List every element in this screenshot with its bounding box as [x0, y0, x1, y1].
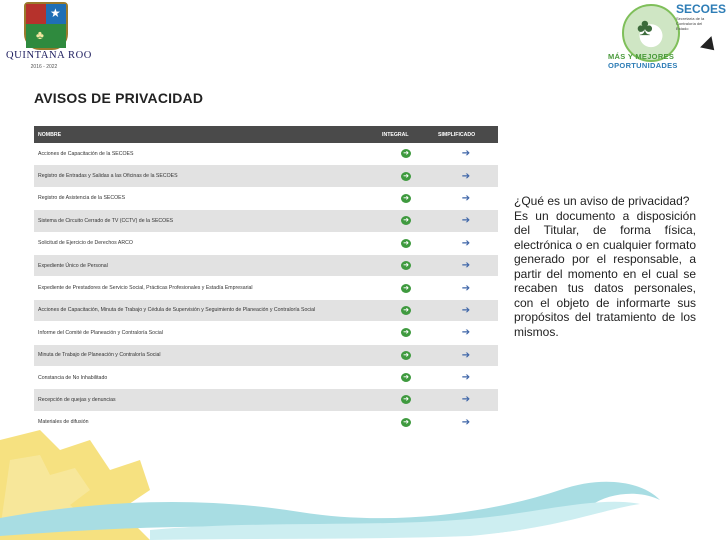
notice-name: Registro de Asistencia de la SECOES	[34, 187, 378, 209]
privacy-notices-table	[34, 126, 498, 434]
integral-cell	[378, 322, 434, 344]
definition-question: ¿Qué es un aviso de privacidad?	[514, 194, 690, 208]
state-crest-icon: ★ ♣	[24, 2, 68, 50]
state-subtitle: 2016 - 2022	[30, 64, 58, 70]
simplificado-cell	[434, 210, 498, 232]
integral-cell	[378, 232, 434, 254]
simplificado-cell	[434, 187, 498, 209]
notice-name: Sistema de Circuito Cerrado de TV (CCTV) de la SECOES	[34, 210, 378, 232]
notice-name: Expediente Único de Personal	[34, 254, 378, 276]
integral-arrow-icon[interactable]: ➜	[401, 284, 411, 293]
table-row	[34, 165, 498, 187]
integral-arrow-icon[interactable]: ➜	[401, 306, 411, 315]
simplificado-arrow-icon[interactable]: ➔	[461, 170, 471, 182]
notice-name: Solicitud de Ejercicio de Derechos ARCO	[34, 232, 378, 254]
simplificado-cell	[434, 254, 498, 276]
table-row	[34, 366, 498, 388]
notice-name: Minuta de Trabajo de Planeación y Contraloría Social	[34, 344, 378, 366]
notice-name: Constancia de No Inhabilitado	[34, 366, 378, 388]
simplificado-cell	[434, 143, 498, 165]
table-row	[34, 277, 498, 299]
integral-arrow-icon[interactable]: ➜	[401, 216, 411, 225]
tree-icon: ♣	[637, 14, 653, 41]
integral-arrow-icon[interactable]: ➜	[401, 261, 411, 270]
column-header-simplificado: SIMPLIFICADO	[434, 126, 498, 143]
table-row	[34, 299, 498, 321]
quintana-roo-logo	[6, 2, 92, 74]
notice-name: Recepción de quejas y denuncias	[34, 389, 378, 411]
secoes-logo	[606, 0, 726, 80]
decorative-wave-footer	[0, 400, 720, 540]
table-header-row	[34, 126, 498, 143]
secoes-brand-sub: Secretaría de la Contraloría del Estado	[676, 16, 705, 31]
integral-arrow-icon[interactable]: ➜	[401, 239, 411, 248]
privacy-definition	[514, 194, 696, 339]
simplificado-arrow-icon[interactable]: ➔	[461, 282, 471, 294]
integral-arrow-icon[interactable]: ➜	[401, 328, 411, 337]
column-header-integral: INTEGRAL	[378, 126, 434, 143]
simplificado-cell	[434, 299, 498, 321]
slogan-line1: MÁS Y MEJORES	[608, 52, 675, 61]
integral-cell	[378, 277, 434, 299]
table-row	[34, 232, 498, 254]
table-row	[34, 254, 498, 276]
simplificado-arrow-icon[interactable]: ➔	[461, 327, 471, 339]
integral-cell	[378, 366, 434, 388]
simplificado-arrow-icon[interactable]: ➔	[461, 215, 471, 227]
column-header-nombre: NOMBRE	[34, 126, 378, 143]
table-row	[34, 143, 498, 165]
notice-name: Informe del Comité de Planeación y Contraloría Social	[34, 322, 378, 344]
integral-arrow-icon[interactable]: ➜	[401, 395, 411, 404]
simplificado-arrow-icon[interactable]: ➔	[461, 394, 471, 406]
simplificado-arrow-icon[interactable]: ➔	[461, 416, 471, 428]
integral-cell	[378, 210, 434, 232]
simplificado-cell	[434, 277, 498, 299]
slogan-line2: OPORTUNIDADES	[608, 61, 678, 70]
state-name: QUINTANA ROO	[6, 50, 92, 61]
integral-cell	[378, 254, 434, 276]
integral-cell	[378, 344, 434, 366]
integral-arrow-icon[interactable]: ➜	[401, 418, 411, 427]
notice-name: Expediente de Prestadores de Servicio Social, Prácticas Profesionales y Estadía Empresarial	[34, 277, 378, 299]
notice-name: Registro de Entradas y Salidas a las Oficinas de la SECOES	[34, 165, 378, 187]
integral-cell	[378, 299, 434, 321]
table-row	[34, 187, 498, 209]
notice-name: Acciones de Capacitación de la SECOES	[34, 143, 378, 165]
integral-arrow-icon[interactable]: ➜	[401, 351, 411, 360]
panel-title: AVISOS DE PRIVACIDAD	[34, 90, 204, 106]
simplificado-cell	[434, 344, 498, 366]
integral-cell	[378, 187, 434, 209]
simplificado-arrow-icon[interactable]: ➔	[461, 304, 471, 316]
integral-arrow-icon[interactable]: ➜	[401, 373, 411, 382]
secoes-brand: SECOES	[676, 2, 726, 16]
simplificado-cell	[434, 366, 498, 388]
simplificado-arrow-icon[interactable]: ➔	[461, 372, 471, 384]
integral-arrow-icon[interactable]: ➜	[401, 194, 411, 203]
simplificado-cell	[434, 232, 498, 254]
integral-arrow-icon[interactable]: ➜	[401, 149, 411, 158]
simplificado-cell	[434, 322, 498, 344]
corner-arrow-icon	[700, 36, 720, 56]
table-row	[34, 344, 498, 366]
definition-body: Es un documento a disposición del Titular, de forma física, electrónica o en cualquier formato generado por el responsable, a partir del momento en el cual se recaben tus datos personales, con el objeto de informarte sus propósitos del tratamiento de los mismos.	[514, 208, 696, 339]
simplificado-arrow-icon[interactable]: ➔	[461, 237, 471, 249]
integral-cell	[378, 165, 434, 187]
table-row	[34, 322, 498, 344]
integral-arrow-icon[interactable]: ➜	[401, 172, 411, 181]
notice-name: Acciones de Capacitación, Minuta de Trabajo y Cédula de Supervisión y Seguimiento de Planeación y Contraloría Social	[34, 299, 378, 321]
simplificado-arrow-icon[interactable]: ➔	[461, 148, 471, 160]
simplificado-arrow-icon[interactable]: ➔	[461, 349, 471, 361]
simplificado-arrow-icon[interactable]: ➔	[461, 192, 471, 204]
table-row	[34, 210, 498, 232]
simplificado-cell	[434, 165, 498, 187]
simplificado-arrow-icon[interactable]: ➔	[461, 260, 471, 272]
notice-name: Materiales de difusión	[34, 411, 378, 433]
integral-cell	[378, 143, 434, 165]
privacy-notices-panel	[28, 82, 500, 428]
